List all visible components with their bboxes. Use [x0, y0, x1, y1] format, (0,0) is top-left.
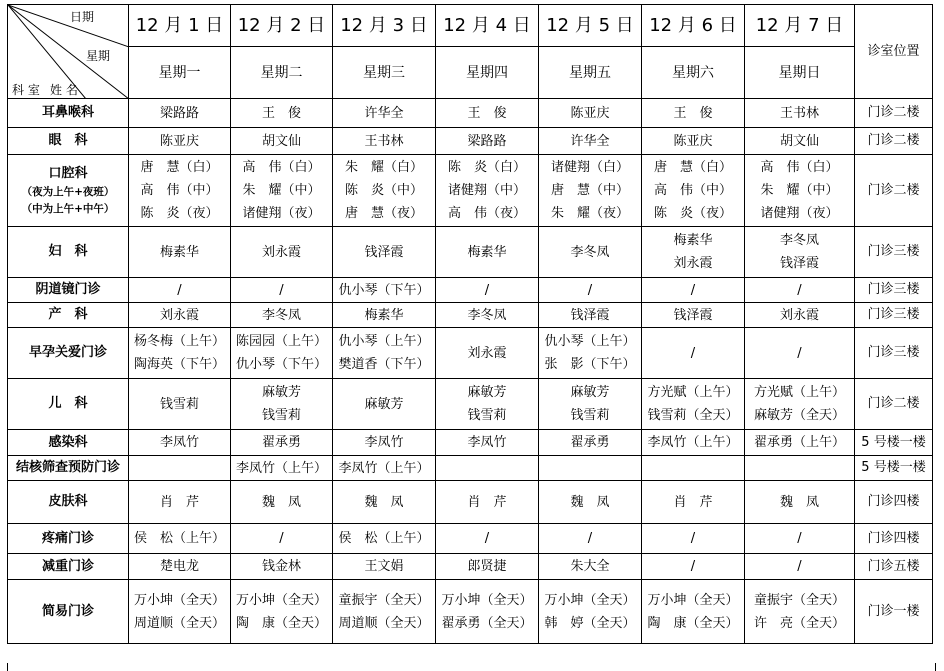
duty-cell	[539, 278, 642, 303]
duty-cell	[129, 554, 231, 580]
doctor-entry: /	[690, 345, 696, 361]
doctor-entry: 胡文仙	[261, 133, 301, 149]
doctor-entry: 许华全	[364, 105, 404, 121]
duty-cell	[436, 128, 539, 155]
doctor-entry: 杨冬梅（上午）	[133, 334, 225, 349]
doctor-entry: 楚电龙	[159, 559, 199, 574]
doctor-entry: 万小坤（全天）	[441, 592, 533, 608]
doctor-entry: /	[279, 282, 284, 298]
duty-cell	[745, 155, 855, 227]
duty-cell	[745, 303, 855, 328]
duty-cell	[231, 481, 333, 524]
doctor-entry: 魏 凤	[261, 494, 301, 510]
dept-name-cell: 眼 科	[8, 128, 129, 155]
table-row	[8, 303, 933, 328]
doctor-entry: 李冬凤	[570, 244, 610, 260]
clinic-location-cell: 门诊四楼	[855, 524, 933, 554]
duty-cell	[436, 554, 539, 580]
doctor-entry: 胡文仙	[779, 133, 819, 149]
doctor-entry: /	[797, 559, 802, 574]
dept-name: 口腔科	[48, 165, 88, 181]
doctor-entry: /	[279, 531, 284, 546]
doctor-entry: 诸健翔（夜）	[242, 206, 321, 221]
doctor-entry: 李冬凤	[467, 307, 507, 323]
table-row	[8, 278, 933, 303]
doctor-entry: 仇小琴（下午）	[338, 282, 430, 298]
dept-name-cell: 皮肤科	[8, 481, 129, 524]
doctor-entry: 翟承勇（上午）	[753, 435, 845, 450]
duty-cell	[539, 128, 642, 155]
doctor-entry: 刘永霞	[779, 307, 819, 323]
doctor-entry: 梁路路	[159, 105, 199, 121]
doctor-entry: 陈园园（上午）	[235, 334, 327, 349]
doctor-entry: 钱雪莉	[159, 396, 199, 412]
doctor-entry: 陈 炎（中）	[344, 183, 423, 198]
doctor-entry: 钱雪莉（全天）	[647, 408, 739, 423]
duty-cell	[539, 379, 642, 430]
duty-cell	[539, 227, 642, 278]
weekday-header: 星期一	[129, 47, 231, 99]
duty-cell	[129, 456, 231, 481]
weekday-header: 星期六	[642, 47, 745, 99]
doctor-entry: 麻敏芳	[364, 396, 404, 412]
duty-cell	[745, 524, 855, 554]
page-corner-mark	[935, 663, 936, 671]
corner-label-dept: 科 室	[12, 83, 40, 97]
dept-shift-note: （夜为上午+夜班）	[21, 185, 115, 198]
doctor-entry: 刘永霞	[467, 345, 507, 361]
doctor-entry: 方光赋（上午）	[647, 385, 739, 400]
doctor-entry: 钱泽霞	[779, 256, 819, 271]
location-header: 诊室位置	[855, 5, 933, 99]
duty-cell	[642, 456, 745, 481]
doctor-entry: 周道顺（全天）	[338, 615, 430, 631]
duty-cell	[642, 227, 745, 278]
doctor-entry: /	[797, 531, 802, 546]
duty-cell	[745, 554, 855, 580]
weekday-header: 星期二	[231, 47, 333, 99]
dept-shift-note: （中为上午+中午）	[21, 202, 115, 215]
doctor-entry: /	[797, 345, 802, 361]
duty-cell	[436, 456, 539, 481]
doctor-entry: 童振宇（全天）	[753, 592, 845, 608]
clinic-location-cell: 门诊二楼	[855, 128, 933, 155]
clinic-location-cell: 门诊二楼	[855, 379, 933, 430]
duty-cell	[231, 128, 333, 155]
doctor-entry: 侯 松（上午）	[133, 531, 225, 546]
duty-cell	[642, 155, 745, 227]
duty-cell	[642, 379, 745, 430]
duty-cell	[436, 99, 539, 128]
dept-name-cell: 阴道镜门诊	[8, 278, 129, 303]
doctor-entry: 许 亮（全天）	[753, 615, 845, 631]
duty-cell	[129, 128, 231, 155]
doctor-entry: 朱 耀（白）	[344, 160, 423, 175]
duty-cell	[745, 379, 855, 430]
doctor-entry: 侯 松（上午）	[338, 531, 430, 546]
duty-cell	[436, 328, 539, 379]
duty-cell	[745, 278, 855, 303]
corner-label-name: 姓 名	[50, 83, 78, 97]
doctor-entry: 刘永霞	[673, 256, 713, 271]
duty-cell	[129, 430, 231, 456]
doctor-entry: 唐 慧（白）	[140, 160, 219, 175]
doctor-entry: 诸健翔（夜）	[760, 206, 839, 221]
doctor-entry: /	[484, 282, 490, 298]
doctor-entry: 钱雪莉	[261, 408, 301, 423]
duty-cell	[642, 99, 745, 128]
duty-cell	[231, 430, 333, 456]
duty-cell	[745, 99, 855, 128]
clinic-location-cell: 5 号楼一楼	[855, 456, 933, 481]
doctor-entry: 麻敏芳	[467, 385, 507, 400]
doctor-entry: 韩 婷（全天）	[544, 615, 636, 631]
doctor-entry: 翟承勇	[261, 435, 301, 450]
doctor-entry: 方光赋（上午）	[753, 385, 845, 400]
duty-cell	[129, 481, 231, 524]
doctor-entry: 翟承勇（全天）	[441, 615, 533, 631]
dept-name-cell: 简易门诊	[8, 580, 129, 644]
doctor-entry: 李凤竹	[159, 435, 199, 450]
duty-cell	[333, 580, 436, 644]
doctor-entry: 王 俊	[467, 105, 507, 121]
duty-cell	[436, 580, 539, 644]
doctor-entry: 万小坤（全天）	[235, 592, 327, 608]
date-header: 12 月 7 日	[745, 5, 855, 47]
duty-cell	[436, 278, 539, 303]
doctor-entry: 王书林	[364, 133, 404, 149]
date-header: 12 月 6 日	[642, 5, 745, 47]
doctor-entry: 唐 慧（白）	[653, 160, 732, 175]
table-row	[8, 99, 933, 128]
duty-cell	[642, 303, 745, 328]
doctor-entry: 高 伟（中）	[140, 183, 219, 198]
duty-cell	[333, 99, 436, 128]
doctor-entry: 陶 康（全天）	[647, 615, 739, 631]
table-row	[8, 430, 933, 456]
duty-cell	[436, 227, 539, 278]
duty-cell	[129, 524, 231, 554]
duty-cell	[231, 456, 333, 481]
duty-cell	[539, 481, 642, 524]
doctor-entry: 朱 耀（中）	[760, 183, 839, 198]
doctor-entry: 李凤竹（上午）	[647, 435, 739, 450]
duty-cell	[642, 430, 745, 456]
dept-name-cell: 产 科	[8, 303, 129, 328]
doctor-entry: 麻敏芳	[570, 385, 610, 400]
doctor-entry: /	[690, 531, 696, 546]
dept-name-cell: 结核筛查预防门诊	[8, 456, 129, 481]
doctor-entry: 魏 凤	[364, 494, 404, 510]
duty-cell	[539, 430, 642, 456]
doctor-entry: 仇小琴（下午）	[235, 357, 327, 372]
table-row	[8, 128, 933, 155]
duty-cell	[333, 128, 436, 155]
duty-cell	[231, 554, 333, 580]
duty-cell	[333, 303, 436, 328]
doctor-entry: 王 俊	[261, 105, 301, 121]
duty-cell	[231, 303, 333, 328]
dept-name-cell: 儿 科	[8, 379, 129, 430]
duty-cell	[642, 128, 745, 155]
duty-cell	[129, 278, 231, 303]
duty-cell	[539, 155, 642, 227]
table-row	[8, 328, 933, 379]
duty-cell	[333, 554, 436, 580]
doctor-entry: 梅素华	[467, 244, 507, 260]
dept-name-cell	[8, 155, 129, 227]
table-row	[8, 524, 933, 554]
duty-cell	[745, 580, 855, 644]
duty-cell	[231, 580, 333, 644]
doctor-entry: 高 伟（白）	[242, 160, 321, 175]
duty-cell	[333, 379, 436, 430]
duty-cell	[745, 456, 855, 481]
doctor-entry: 陈 炎（夜）	[653, 206, 732, 221]
clinic-location-cell: 5 号楼一楼	[855, 430, 933, 456]
duty-cell	[539, 303, 642, 328]
doctor-entry: 陶海英（下午）	[133, 357, 225, 372]
duty-cell	[231, 278, 333, 303]
duty-cell	[231, 99, 333, 128]
duty-cell	[231, 155, 333, 227]
doctor-entry: 李冬凤	[779, 233, 819, 248]
doctor-entry: 高 伟（中）	[653, 183, 732, 198]
corner-label-date: 日期	[70, 10, 95, 24]
doctor-entry: 魏 凤	[570, 494, 610, 510]
doctor-entry: 梁路路	[467, 133, 507, 149]
doctor-entry: 唐 慧（夜）	[344, 206, 423, 221]
duty-cell	[333, 227, 436, 278]
doctor-entry: 周道顺（全天）	[133, 615, 225, 631]
duty-cell	[333, 456, 436, 481]
doctor-entry: 李冬凤	[261, 307, 301, 323]
doctor-entry: 陈 炎（夜）	[140, 206, 219, 221]
doctor-entry: /	[690, 559, 696, 574]
doctor-entry: 万小坤（全天）	[647, 592, 739, 608]
date-header: 12 月 4 日	[436, 5, 539, 47]
duty-cell	[333, 430, 436, 456]
date-header: 12 月 1 日	[129, 5, 231, 47]
doctor-entry: 童振宇（全天）	[338, 592, 430, 608]
duty-cell	[642, 580, 745, 644]
weekday-header: 星期日	[745, 47, 855, 99]
doctor-entry: 刘永霞	[159, 307, 199, 323]
duty-cell	[642, 278, 745, 303]
doctor-entry: 陈亚庆	[570, 105, 610, 121]
table-row	[8, 227, 933, 278]
duty-cell	[436, 303, 539, 328]
duty-cell	[642, 524, 745, 554]
doctor-entry: 肖 芹	[673, 494, 713, 510]
duty-cell	[231, 227, 333, 278]
doctor-entry: 麻敏芳	[261, 385, 301, 400]
date-header: 12 月 3 日	[333, 5, 436, 47]
doctor-entry: 陈 炎（白）	[447, 160, 526, 175]
doctor-entry: 万小坤（全天）	[544, 592, 636, 608]
doctor-entry: 翟承勇	[570, 435, 610, 450]
doctor-entry: 钱泽霞	[570, 307, 610, 323]
doctor-entry: 钱金林	[261, 559, 301, 574]
duty-cell	[642, 554, 745, 580]
duty-cell	[539, 580, 642, 644]
doctor-entry: 梅素华	[159, 244, 199, 260]
clinic-location-cell: 门诊三楼	[855, 227, 933, 278]
duty-cell	[642, 328, 745, 379]
table-row	[8, 580, 933, 644]
doctor-entry: 王文娟	[364, 559, 404, 574]
date-header: 12 月 2 日	[231, 5, 333, 47]
doctor-entry: 陈亚庆	[159, 133, 199, 149]
doctor-entry: /	[484, 531, 490, 546]
doctor-entry: 朱 耀（中）	[242, 183, 321, 198]
duty-cell	[745, 128, 855, 155]
dept-name-cell: 耳鼻喉科	[8, 99, 129, 128]
duty-cell	[642, 481, 745, 524]
duty-cell	[539, 456, 642, 481]
table-row	[8, 456, 933, 481]
clinic-location-cell: 门诊五楼	[855, 554, 933, 580]
duty-cell	[436, 481, 539, 524]
doctor-entry: 李凤竹（上午）	[338, 460, 430, 476]
duty-cell	[333, 481, 436, 524]
clinic-location-cell: 门诊三楼	[855, 303, 933, 328]
duty-cell	[436, 155, 539, 227]
doctor-entry: 诸健翔（白）	[550, 160, 629, 175]
clinic-location-cell: 门诊四楼	[855, 481, 933, 524]
table-row	[8, 379, 933, 430]
duty-cell	[129, 227, 231, 278]
dept-name-cell: 减重门诊	[8, 554, 129, 580]
doctor-entry: 李凤竹（上午）	[235, 460, 327, 476]
duty-schedule-table	[7, 4, 933, 644]
doctor-entry: 万小坤（全天）	[133, 592, 225, 608]
duty-cell	[539, 554, 642, 580]
doctor-entry: 陈亚庆	[673, 133, 713, 149]
doctor-entry: 王书林	[779, 105, 819, 121]
duty-cell	[436, 430, 539, 456]
doctor-entry: 张 影（下午）	[544, 357, 636, 372]
duty-cell	[129, 303, 231, 328]
doctor-entry: 麻敏芳（全天）	[753, 408, 845, 423]
duty-cell	[539, 99, 642, 128]
doctor-entry: /	[587, 531, 593, 546]
doctor-entry: 钱泽霞	[673, 307, 713, 323]
doctor-entry: 李凤竹	[467, 435, 507, 450]
doctor-entry: 魏 凤	[779, 494, 819, 510]
clinic-location-cell: 门诊三楼	[855, 328, 933, 379]
doctor-entry: 肖 芹	[159, 494, 199, 510]
corner-label-weekday: 星期	[86, 49, 111, 63]
weekday-header: 星期四	[436, 47, 539, 99]
doctor-entry: 仇小琴（上午）	[338, 334, 430, 349]
duty-cell	[745, 227, 855, 278]
doctor-entry: 钱泽霞	[364, 244, 404, 260]
doctor-entry: 李凤竹	[364, 435, 404, 450]
duty-cell	[231, 379, 333, 430]
doctor-entry: 高 伟（白）	[760, 160, 839, 175]
duty-cell	[745, 328, 855, 379]
duty-cell	[129, 580, 231, 644]
doctor-entry: 许华全	[570, 133, 610, 149]
duty-cell	[539, 328, 642, 379]
duty-cell	[129, 155, 231, 227]
doctor-entry: 诸健翔（中）	[447, 183, 526, 198]
doctor-entry: /	[797, 282, 802, 298]
duty-cell	[333, 155, 436, 227]
duty-cell	[333, 328, 436, 379]
duty-cell	[231, 328, 333, 379]
page-corner-mark	[7, 663, 8, 671]
doctor-entry: 肖 芹	[467, 494, 507, 510]
duty-cell	[129, 328, 231, 379]
clinic-location-cell: 门诊三楼	[855, 278, 933, 303]
table-row	[8, 481, 933, 524]
doctor-entry: 梅素华	[364, 307, 404, 323]
duty-cell	[333, 278, 436, 303]
duty-cell	[436, 524, 539, 554]
doctor-entry: 刘永霞	[261, 244, 301, 260]
date-header: 12 月 5 日	[539, 5, 642, 47]
doctor-entry: 郎贤捷	[467, 559, 507, 574]
dept-name-cell: 妇 科	[8, 227, 129, 278]
weekday-header: 星期三	[333, 47, 436, 99]
doctor-entry: 王 俊	[673, 105, 713, 121]
doctor-entry: 唐 慧（中）	[550, 183, 629, 198]
doctor-entry: 钱雪莉	[467, 408, 507, 423]
doctor-entry: 钱雪莉	[570, 408, 610, 423]
duty-cell	[436, 379, 539, 430]
duty-cell	[333, 524, 436, 554]
clinic-location-cell: 门诊一楼	[855, 580, 933, 644]
duty-cell	[129, 379, 231, 430]
clinic-location-cell: 门诊二楼	[855, 155, 933, 227]
doctor-entry: /	[587, 282, 593, 298]
duty-cell	[745, 430, 855, 456]
table-row	[8, 155, 933, 227]
doctor-entry: 仇小琴（上午）	[544, 334, 636, 349]
doctor-entry: 高 伟（夜）	[447, 206, 526, 221]
duty-cell	[745, 481, 855, 524]
duty-cell	[231, 524, 333, 554]
doctor-entry: 陶 康（全天）	[235, 615, 327, 631]
dept-name-cell: 疼痛门诊	[8, 524, 129, 554]
doctor-entry: /	[177, 282, 182, 298]
clinic-location-cell: 门诊二楼	[855, 99, 933, 128]
dept-name-cell: 感染科	[8, 430, 129, 456]
table-row	[8, 554, 933, 580]
duty-cell	[129, 99, 231, 128]
weekday-header: 星期五	[539, 47, 642, 99]
doctor-entry: 朱 耀（夜）	[550, 206, 629, 221]
doctor-entry: 朱大全	[570, 559, 610, 574]
doctor-entry: 樊道香（下午）	[338, 357, 430, 372]
doctor-entry: /	[690, 282, 696, 298]
header-corner-cell	[8, 5, 129, 99]
dept-name-cell: 早孕关爱门诊	[8, 328, 129, 379]
doctor-entry: 梅素华	[673, 233, 713, 248]
duty-cell	[539, 524, 642, 554]
